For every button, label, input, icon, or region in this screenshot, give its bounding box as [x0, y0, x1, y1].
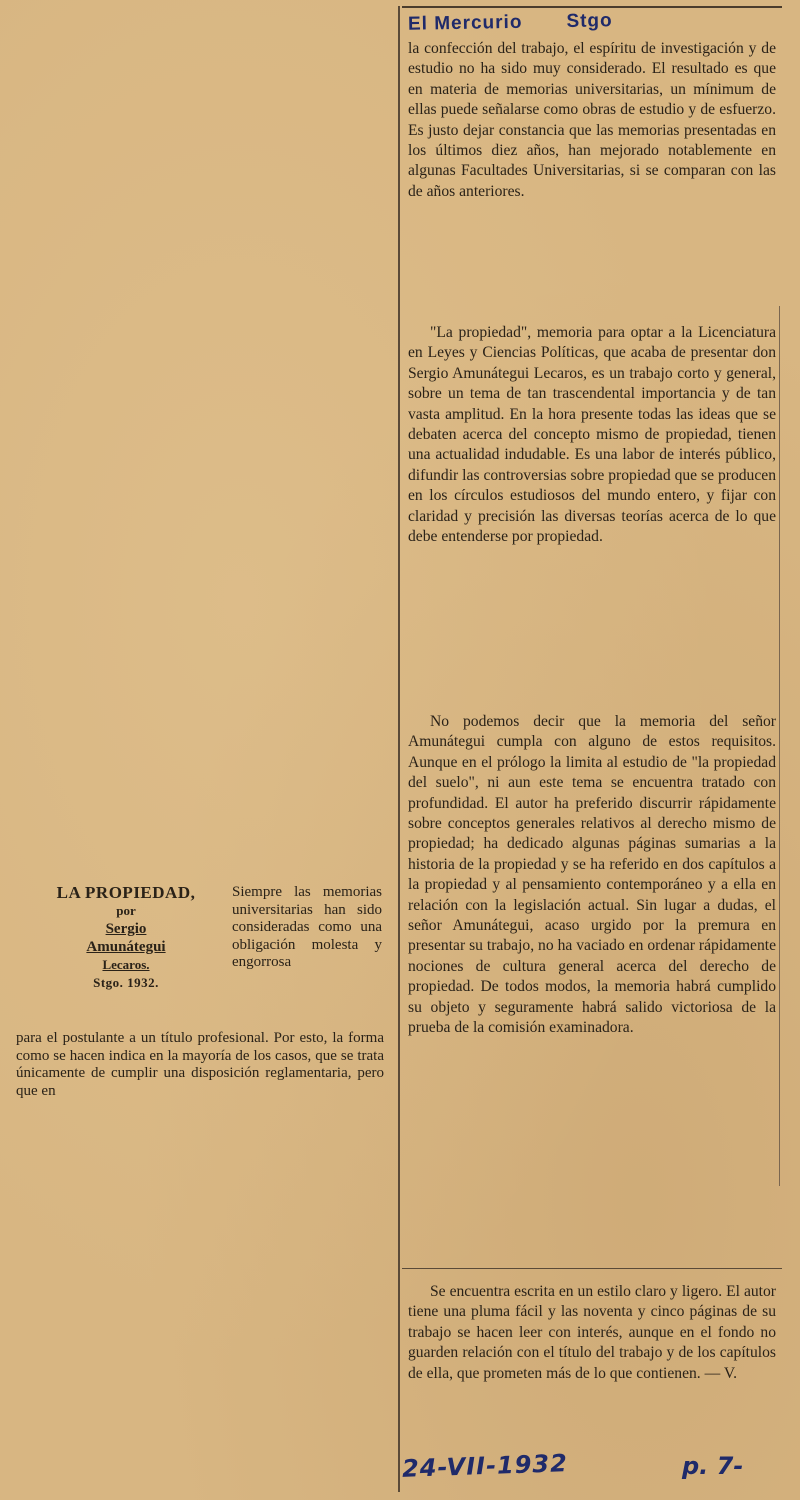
- column-top-rule: [402, 6, 782, 8]
- book-by: por: [116, 903, 136, 918]
- book-title: LA PROPIEDAD,: [56, 883, 196, 902]
- book-author-first: Sergio: [105, 921, 147, 937]
- review-paragraph-1: la confección del trabajo, el espíritu de investigación y de estudio no ha sido muy considerado. El resultado es que en materia de memorias universitarias, un mínimum de ellas puede señalarse como obras de estudio y de esfuerzo. Es justo dejar constancia que las memorias presentadas en los últimos diez años, han mejorado notablemente en algunas Facultades Universitarias, si se comparan con las de años anteriores.: [408, 40, 776, 200]
- book-citation: [26, 884, 226, 992]
- handwritten-page-number: p. 7-: [682, 1452, 744, 1480]
- book-author-second-surname: Lecaros.: [102, 957, 150, 972]
- book-place-year: Stgo. 1932.: [93, 975, 159, 990]
- newspaper-city: Stgo: [566, 10, 613, 33]
- clipping-body-text: para el postulante a un título profesional. Por esto, la forma como se hacen indica en la mayoría de los casos, que se trata únicamente de cumplir una disposición reglamentaria, pero que en: [16, 1030, 384, 1099]
- column-right-rule: [779, 306, 780, 1186]
- review-paragraph-3: No podemos decir que la memoria del señor Amunátegui cumpla con alguno de estos requisitos. Aunque en el prólogo la limita al estudio de "la propiedad del suelo", ni aun este tema se encuentra tratado con profundidad. El autor ha preferido discurrir rápidamente sobre conceptos generales relativos al derecho mismo de propiedad; ha dedicado algunas páginas sumarias a la historia de la propiedad y se ha referido en dos capítulos a la propiedad y al pensamiento contemporáneo y a ella en relación con la legislación actual. Sin lugar a dudas, el señor Amunátegui, acaso urgido por la premura en presentar su trabajo, no ha vaciado en ordenar rápidamente nociones de cultura general acerca del derecho de propiedad. De todos modos, la memoria habrá cumplido su objeto y seguramente habrá salido victoriosa de la prueba de la comisión examinadora.: [408, 713, 776, 1037]
- book-author-surname: Amunátegui: [86, 939, 166, 955]
- review-column: [398, 6, 784, 1492]
- review-paragraph-4: Se encuentra escrita en un estilo claro y ligero. El autor tiene una pluma fácil y las noventa y cinco páginas de su trabajo se hacen leer con interés, aunque en el fondo no guarden relación con el título del trabajo y de los capítulos de ella, que prometen más de lo que contienen. — V.: [408, 1283, 776, 1382]
- newspaper-masthead: [408, 10, 613, 36]
- book-notice-clipping: [14, 880, 390, 1152]
- column-bottom-rule: [402, 1268, 782, 1269]
- clipping-side-text: Siempre las memorias universitarias han sido consideradas como una obligación molesta y engorrosa: [232, 884, 382, 970]
- review-paragraph-2: "La propiedad", memoria para optar a la Licenciatura en Leyes y Ciencias Políticas, que acaba de presentar don Sergio Amunátegui Lecaros, es un trabajo corto y general, sobre un tema de tan trascendental importancia y de tan vasta amplitud. En la hora presente todas las ideas que se debaten acerca del concepto mismo de propiedad, tienen una actualidad indudable. Es una labor de interés público, difundir las controversias sobre propiedad que se producen en los círculos estudiosos del mundo entero, y fijar con claridad y precisión las diversas teorías acerca de lo que debe entenderse por propiedad.: [408, 324, 776, 546]
- handwritten-date: 24-VII-1932: [401, 1449, 569, 1483]
- newspaper-name: El Mercurio: [407, 11, 523, 35]
